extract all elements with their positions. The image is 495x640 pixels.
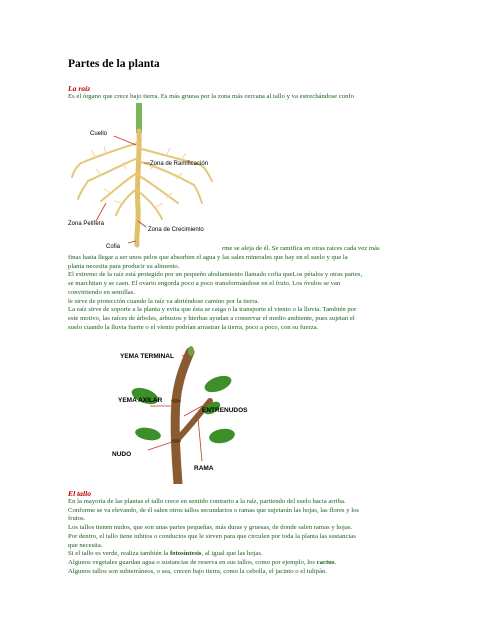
text-line: La raíz sirve de soporte a la planta y evita que ésta se caiga o la transporte el viento o la lluvia. También por [68, 306, 357, 314]
text-line: planta necesita para producir su alimento. [68, 262, 180, 270]
text-fragment: . [334, 558, 337, 566]
label-zona-ramificacion: Zona de Ramificación [150, 161, 209, 167]
text-line: convirtiendo en semillas. [68, 288, 136, 296]
label-zona-pelifera: Zona Pelífera [68, 221, 105, 227]
raiz-body [68, 254, 434, 332]
tallo-heading: El tallo [68, 489, 91, 498]
text-line: que necesita. [68, 541, 103, 549]
text-line: El extremo de la raíz está protegido por un pequeño abultamiento llamado cofia queLos pétalos y otras partes, [68, 271, 363, 279]
label-yema-axilar: YEMA AXILAR [118, 397, 163, 404]
page-title: Partes de la planta [68, 58, 160, 70]
text-fragment: Algunos vegetales guardan agua o sustancias de reserva en sus tallos, como por ejemplo, los [68, 558, 317, 566]
raiz-intro: Es el órgano que crece bajo tierra. Es más gruesa por la zona más cercana al tallo y va estrechándose confo [68, 93, 355, 100]
root-diagram [66, 103, 218, 251]
label-rama: RAMA [194, 465, 214, 472]
tallo-body [68, 498, 434, 576]
label-nudo: NUDO [112, 451, 132, 458]
raiz-heading: La raíz [68, 84, 91, 93]
label-entrenudos: ENTRENUDOS [202, 407, 248, 414]
raiz-after-figure: rme se aleja de él. Se ramifica en otras raíces cada vez más [222, 245, 380, 252]
text-line: finas hasta llegar a ser unos pelos que absorben el agua y las sales minerales que hay en el suelo y que la [68, 254, 348, 261]
text-line: le sirve de protección cuando la raíz va abriéndose camino por la tierra. [68, 297, 260, 305]
text-line [68, 550, 434, 559]
text-line: frutos. [68, 515, 86, 523]
text-line: Algunos tallos son subterráneos, o sea, crecen bajo tierra, como la cebolla, el jacinto o el tulipán. [68, 567, 328, 575]
text-line: Conforme se va elevando, de él salen otros tallos secundarios o ramas que sujetarán las hojas, las flores y los [68, 506, 360, 514]
bold-term: cactus [316, 558, 335, 566]
text-line [68, 559, 434, 568]
label-cofia: Cofia [106, 244, 121, 250]
text-fragment: , al igual que las hojas. [201, 550, 263, 558]
label-zona-crecimiento: Zona de Crecimiento [148, 227, 204, 233]
label-yema-terminal: YEMA TERMINAL [120, 353, 174, 360]
text-line: este motivo, las raíces de árboles, arbustos y hierbas ayudan a conservar el medio ambiente, pues sujetan el [68, 314, 355, 322]
text-line: En la mayoría de las plantas el tallo crece en sentido contrario a la raíz, partiendo del suelo hacia arriba. [68, 498, 346, 505]
label-cuello: Cuello [90, 131, 108, 137]
text-line: se marchitan y se caen. El ovario engorda poco a poco transformándose en el fruto. Los óvulos se van [68, 280, 341, 288]
bold-term: fotosíntesis [169, 550, 202, 558]
text-line: Los tallos tienen nudos, que son unas partes pequeñas, más duras y gruesas, de donde salen ramas y hojas. [68, 524, 353, 532]
text-fragment: Si el tallo es verde, realiza también la [68, 550, 170, 558]
stem-diagram [110, 346, 260, 484]
text-line: suelo cuando la lluvia fuerte o el viento podrían arrastrar la tierra, poco a poco, con su fuerza. [68, 323, 319, 331]
text-line: Por dentro, el tallo tiene tubitos o conductos que le sirven para que circulen por toda la planta las sustancias [68, 532, 356, 540]
